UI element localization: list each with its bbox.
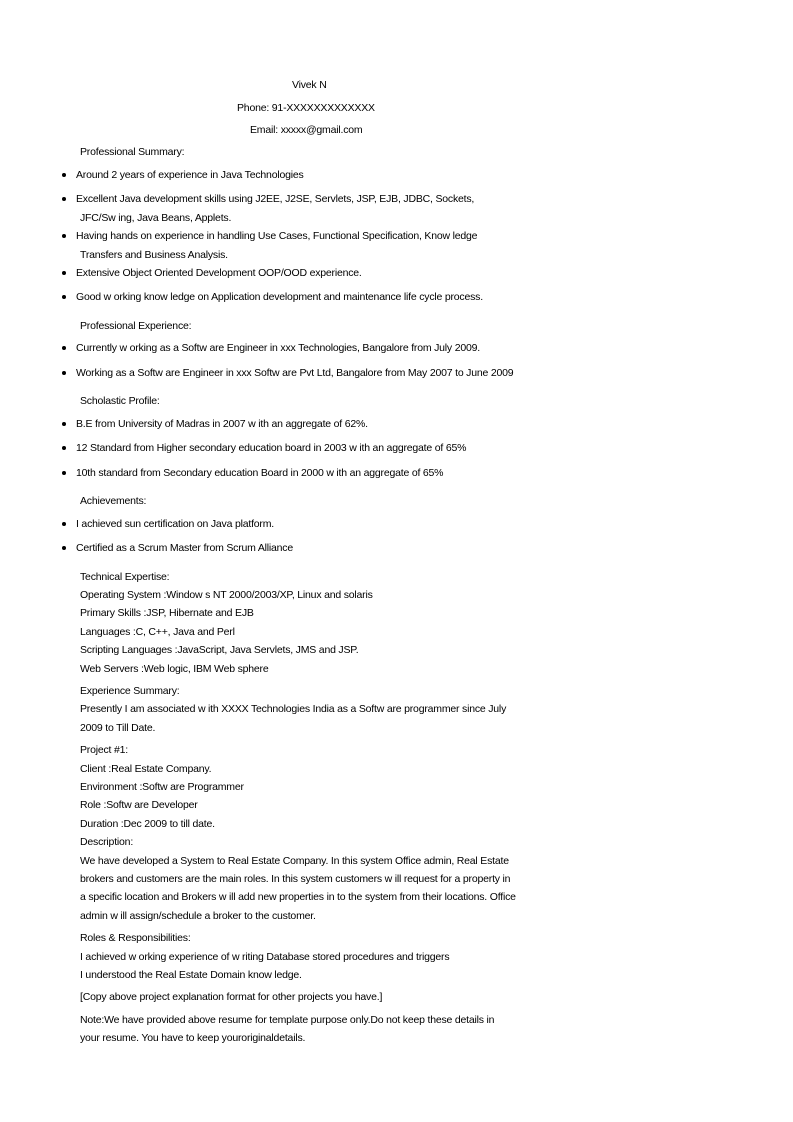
copy-note: [Copy above project explanation format for other projects you have.] (80, 991, 383, 1003)
text-line: Primary Skills :JSP, Hibernate and EJB (80, 607, 254, 619)
text-line: I understood the Real Estate Domain know ledge. (80, 969, 302, 981)
section-title-experience: Professional Experience: (80, 320, 192, 332)
text-line: a specific location and Brokers w ill add new properties in to the system from their locations. Office (80, 891, 516, 903)
text-line: Operating System :Window s NT 2000/2003/XP, Linux and solaris (80, 589, 373, 601)
section-title-achievements: Achievements: (80, 495, 147, 507)
candidate-name: Vivek N (292, 79, 327, 91)
bullet-icon (62, 271, 66, 275)
bullet-icon (62, 546, 66, 550)
bullet-icon (62, 346, 66, 350)
text-line: 2009 to Till Date. (80, 722, 156, 734)
template-note: Note:We have provided above resume for template purpose only.Do not keep these details in (80, 1014, 495, 1026)
text-line: I achieved w orking experience of w riting Database stored procedures and triggers (80, 951, 450, 963)
resume-page: Vivek N Phone: 91-XXXXXXXXXXXXX Email: xxxxx@gmail.com Professional Summary: Around 2 years of experience in Java Technologies Excellent Java development skills using J2EE, J2SE, Servlets, JSP, EJB, JDBC, Sockets, JFC/Sw ing, Java Beans, Applets. Having hands on experience in handling Use Cases, Functional Specification, Know ledge Transfers and Business Analysis. Extensive Object Oriented Development OOP/OOD experience. Good w orking know ledge on Application development and maintenance life cycle process. Professional Experience: Currently w orking as a Softw are Engineer in xxx Technologies, Bangalore from July 2009. Working as a Softw are Engineer in xxx Softw are Pvt Ltd, Bangalore from May 2007 to June 2009 Scholastic Profile: B.E from University of Madras in 2007 w ith an aggregate of 62%. 12 Standard from Higher secondary education board in 2003 w ith an aggregate of 65% 10th standard from Secondary education Board in 2000 w ith an aggregate of 65% Achievements: I achieved sun certification on Java platform. Certified as a Scrum Master from Scrum Alliance Technical Expertise: Operating System :Window s NT 2000/2003/XP, Linux and solaris Primary Skills :JSP, Hibernate and EJB Languages :C, C++, Java and Perl Scripting Languages :JavaScript, Java Servlets, JMS and JSP. Web Servers :Web logic, IBM Web sphere Experience Summary: Presently I am associated w ith XXXX Technologies India as a Softw are programmer since July 2009 to Till Date. Project #1: Client :Real Estate Company. Environment :Softw are Programmer Role :Softw are Developer Duration :Dec 2009 to till date. Description: We have developed a System to Real Estate Company. In this system Office admin, Real Estate brokers and customers are the main roles. In this system customers w ill request for a property in a specific location and Brokers w ill add new properties in to the system from their locations. Office admin w ill assign/schedule a broker to the customer. Roles & Responsibilities: I achieved w orking experience of w riting Database stored procedures and triggers I understood the Real Estate Domain know ledge. [Copy above project explanation format for other projects you have.] Note:We have provided above resume for template purpose only.Do not keep these details in your resume. You have to keep youroriginaldetails. (0, 0, 793, 1122)
text-line: brokers and customers are the main roles. In this system customers w ill request for a property in (80, 873, 511, 885)
project-client: Client :Real Estate Company. (80, 763, 212, 775)
bullet-icon (62, 471, 66, 475)
text-line: admin w ill assign/schedule a broker to the customer. (80, 910, 316, 922)
roles-title: Roles & Responsibilities: (80, 932, 191, 944)
text-line: Languages :C, C++, Java and Perl (80, 626, 235, 638)
email-address: Email: xxxxx@gmail.com (250, 124, 363, 136)
section-title-scholastic: Scholastic Profile: (80, 395, 160, 407)
bullet-icon (62, 295, 66, 299)
bullet-icon (62, 371, 66, 375)
text-line: Scripting Languages :JavaScript, Java Servlets, JMS and JSP. (80, 644, 359, 656)
bullet-icon (62, 234, 66, 238)
section-title-exp-summary: Experience Summary: (80, 685, 180, 697)
text-line: We have developed a System to Real Estate Company. In this system Office admin, Real Estate (80, 855, 509, 867)
template-note: your resume. You have to keep youroriginaldetails. (80, 1032, 306, 1044)
project-title: Project #1: (80, 744, 128, 756)
project-duration: Duration :Dec 2009 to till date. (80, 818, 215, 830)
bullet-icon (62, 422, 66, 426)
bullet-icon (62, 522, 66, 526)
project-environment: Environment :Softw are Programmer (80, 781, 244, 793)
phone-number: Phone: 91-XXXXXXXXXXXXX (237, 102, 375, 114)
bullet-icon (62, 173, 66, 177)
bullet-icon (62, 197, 66, 201)
bullet-icon (62, 446, 66, 450)
section-title-technical: Technical Expertise: (80, 571, 170, 583)
text-line: Web Servers :Web logic, IBM Web sphere (80, 663, 269, 675)
project-role: Role :Softw are Developer (80, 799, 198, 811)
project-description-title: Description: (80, 836, 134, 848)
section-title-summary: Professional Summary: (80, 146, 185, 158)
text-line: Presently I am associated w ith XXXX Technologies India as a Softw are programmer since July (80, 703, 507, 715)
